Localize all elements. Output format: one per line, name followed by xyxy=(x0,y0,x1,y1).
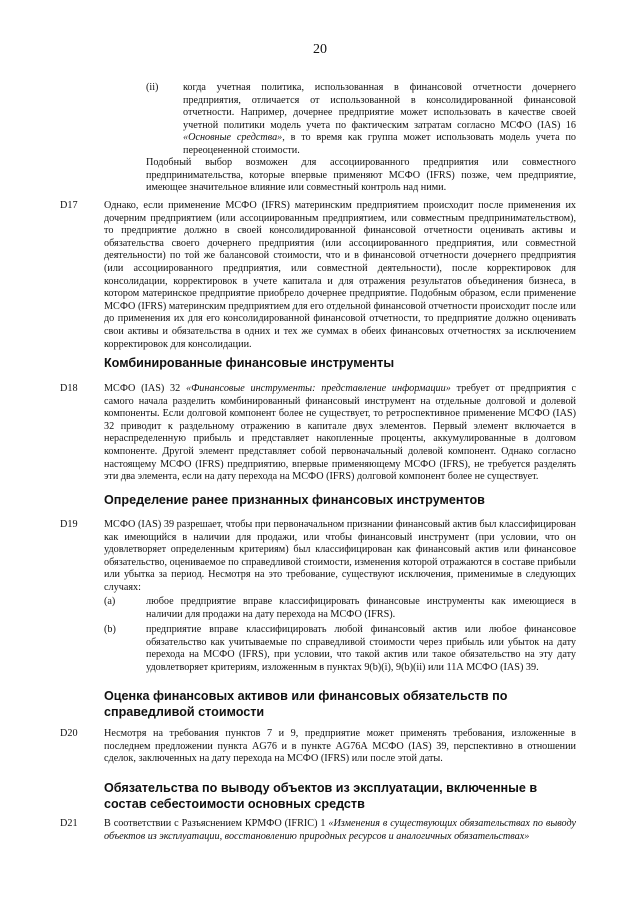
page-number: 20 xyxy=(313,42,327,57)
paragraph-d19: МСФО (IAS) 39 разрешает, чтобы при первоначальном признании финансовый актив был классифицирован как имеющийся в наличии для продажи, или чтобы финансовый инструмент (при условии, что он удовлетворяет определенным критериям) был классифицирован как финансовый актив или финансовое обязательство, оцениваемое по справедливой стоимости, изменения которой отражаются в составе прибыли или убытка за период. Несмотря на это требование, существуют исключения, применимые в следующих случаях: xyxy=(104,519,576,593)
item-ii-text: когда учетная политика, использованная в финансовой отчетности дочернего предприятия, отличается от использованной в консолидированной финансовой отчетности. Например, дочернее предприятие может использовать в качестве своей учетной политики модель учета по фактическим затратам согласно МСФО (IAS) 16 «Основные средства», в то время как группа может использовать модель учета по переоцененной стоимости. xyxy=(183,82,576,156)
paragraph-d20: Несмотря на требования пунктов 7 и 9, предприятие может применять требования, изложенные в последнем предложении пункта AG76 и в пункте AG76А МСФО (IAS) 39, перспективно в отношении сделок, заключенных на дату перехода на МСФО (IFRS) или после этой даты. xyxy=(104,728,576,765)
heading-decommissioning: Обязательства по выводу объектов из эксплуатации, включенные в состав себестоимости основных средств xyxy=(104,781,538,811)
paragraph-number-d18: D18 xyxy=(60,383,78,394)
paragraph-number-d17: D17 xyxy=(60,200,78,211)
item-ii-label: (ii) xyxy=(146,82,159,93)
heading-fair-value: Оценка финансовых активов или финансовых обязательств по справедливой стоимости xyxy=(104,689,508,719)
heading-designation: Определение ранее признанных финансовых инструментов xyxy=(104,493,485,507)
item-b-label: (b) xyxy=(104,624,116,635)
paragraph-number-d19: D19 xyxy=(60,519,78,530)
paragraph-d18: МСФО (IAS) 32 «Финансовые инструменты: представление информации» требует от предприятия с самого начала разделить комбинированный финансовый инструмент на отдельные долговой и долевой компоненты. Если долговой компонент более не существует, то ретроспективное применение МСФО (IAS) 32 приводит к раздельному отражению в капитале двух элементов. Первый элемент включается в нераспределенную прибыль и представляет накопленные проценты, аккумулированные в долговом компоненте. Другой элемент представляет собой первоначальный долевой компонент. Однако согласно настоящему МСФО (IFRS) предприятию, впервые применяющему МСФО (IFRS), не требуется разделять эти два элемента, если на дату перехода на МСФО (IFRS) долговой компонент более не существует. xyxy=(104,383,576,483)
heading-compound-instruments: Комбинированные финансовые инструменты xyxy=(104,356,395,370)
paragraph-d17: Однако, если применение МСФО (IFRS) материнским предприятием происходит после применения их дочерним предприятием (или ассоциированным предприятием, или совместным предпринимательством), то предприятие должно в своей консолидированной финансовой отчетности оценивать активы и обязательства своего дочернего предприятия (или ассоциированного предприятия, или совместной деятельности) по той же балансовой стоимости, что и в финансовой отчетности дочернего предприятия (или ассоциированного предприятия, или совместной деятельности), после корректировок для консолидации, корректировок в учете капитала и для отражения результатов объединения бизнеса, в котором материнское предприятие приобрело дочернее предприятие. Подобным образом, если применение МСФО (IFRS) материнским предприятием для его отдельной финансовой отчетности происходит после или до применения их для его консолидированной финансовой отчетности, то предприятие должно оценивать свои активы и обязательства в одних и тех же суммах в обеих финансовых отчетностях за исключением корректировок для консолидации. xyxy=(104,200,576,350)
paragraph-number-d21: D21 xyxy=(60,818,78,829)
item-b-text: предприятие вправе классифицировать любой финансовый актив или любое финансовое обязательство как учитываемые по справедливой стоимости через прибыль или убыток на дату перехода на МСФО (IFRS), при условии, что такой актив или такое обязательство на эту дату удовлетворяет критериям, изложенным в пунктах 9(b)(i), 9(b)(ii) или 11А МСФО (IAS) 39. xyxy=(146,624,576,673)
item-a-text: любое предприятие вправе классифицировать финансовые инструменты как имеющиеся в наличии для продажи на дату перехода на МСФО (IFRS). xyxy=(146,596,576,620)
item-a-label: (a) xyxy=(104,596,116,607)
similar-choice-paragraph: Подобный выбор возможен для ассоциированного предприятия или совместного предпринимательства, которые впервые применяют МСФО (IFRS) позже, чем предприятие, имеющее значительное влияние или совместный контроль над ними. xyxy=(146,157,576,194)
paragraph-d21: В соответствии с Разъяснением КРМФО (IFRIC) 1 «Изменения в существующих обязательствах по выводу объектов из эксплуатации, восстановлению природных ресурсов и аналогичных обязательствах» xyxy=(104,818,577,842)
paragraph-number-d20: D20 xyxy=(60,728,78,739)
